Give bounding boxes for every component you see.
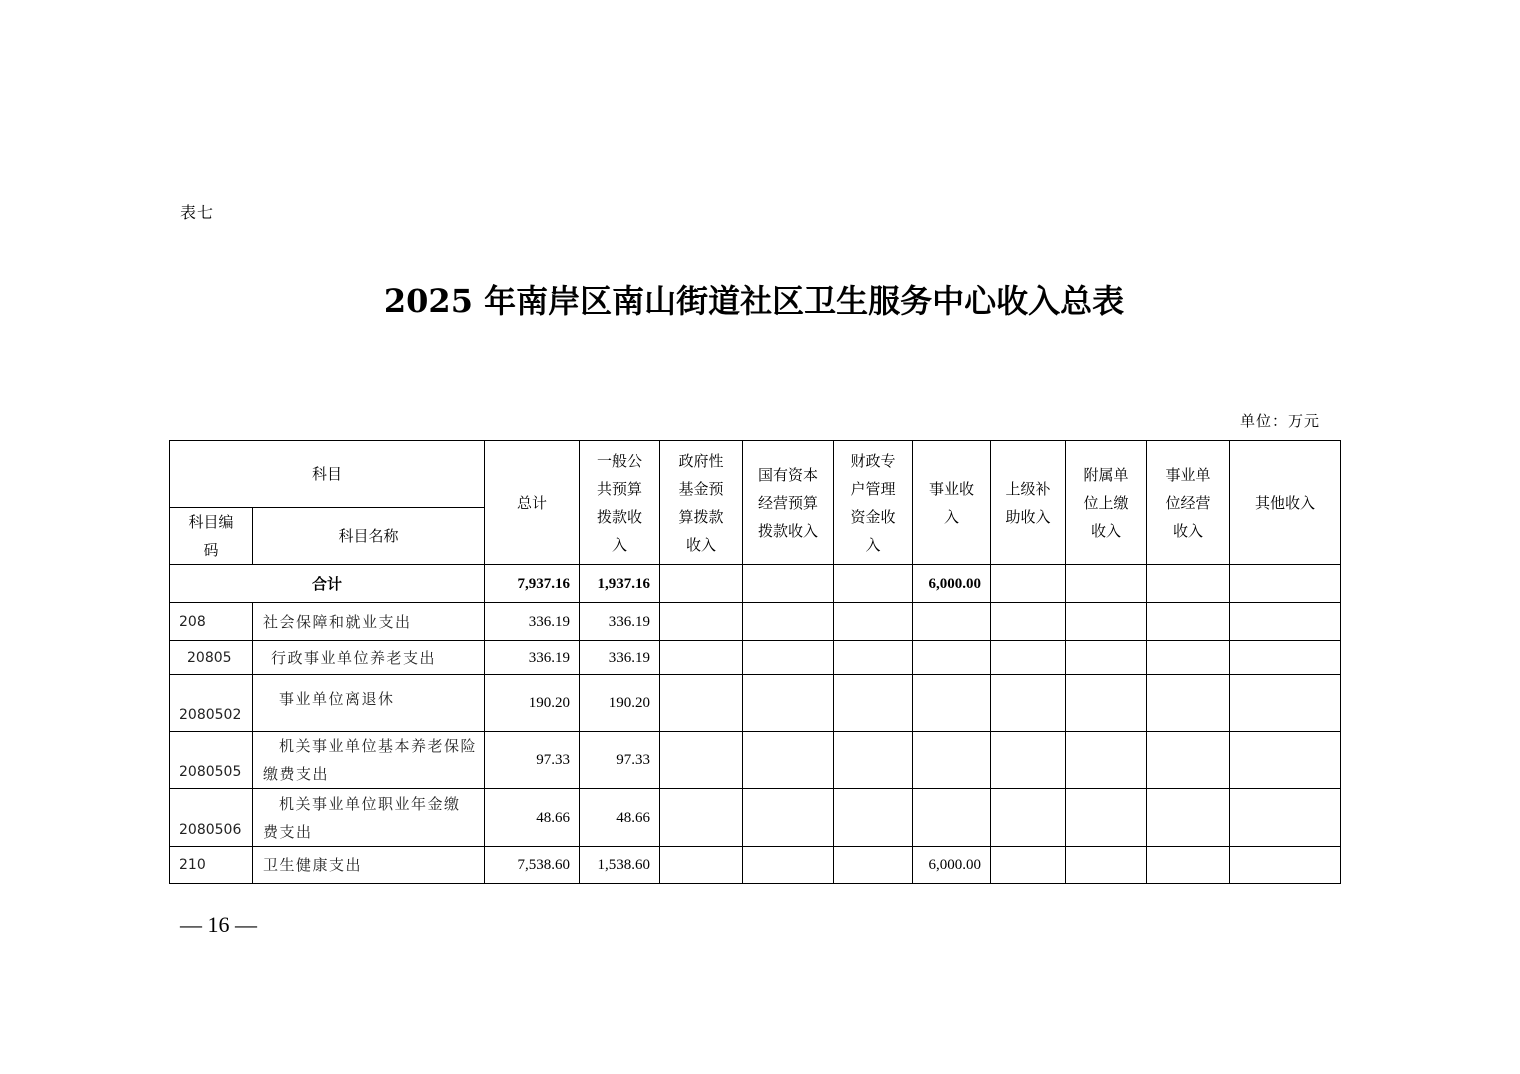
- unit-label: 单位：万元: [1240, 412, 1321, 430]
- row-name: 机关事业单位基本养老保险缴费支出: [253, 732, 485, 789]
- row-code: 2080505: [170, 732, 253, 789]
- row-name: 行政事业单位养老支出: [253, 641, 485, 675]
- header-subject-name: 科目名称: [253, 508, 485, 565]
- row-total: 7,538.60: [485, 847, 580, 884]
- header-other-income: 其他收入: [1230, 441, 1341, 565]
- header-business-income: 事业收入: [913, 441, 991, 565]
- row-business-income: [913, 603, 991, 641]
- total-business-income: 6,000.00: [913, 565, 991, 603]
- row-code: 2080502: [170, 675, 253, 732]
- total-general-budget: 1,937.16: [580, 565, 660, 603]
- row-code: 20805: [170, 641, 253, 675]
- table-row: [170, 641, 1341, 675]
- row-business-income: [913, 675, 991, 732]
- row-total: 97.33: [485, 732, 580, 789]
- header-affiliated-payment: 附属单位上缴收入: [1066, 441, 1147, 565]
- header-subject: 科目: [170, 441, 485, 508]
- row-business-income: [913, 641, 991, 675]
- row-business-income: 6,000.00: [913, 847, 991, 884]
- row-general-budget: 336.19: [580, 603, 660, 641]
- header-superior-subsidy: 上级补助收入: [991, 441, 1066, 565]
- table-label: 表七: [180, 203, 215, 222]
- row-total: 190.20: [485, 675, 580, 732]
- row-general-budget: 97.33: [580, 732, 660, 789]
- row-total: 336.19: [485, 641, 580, 675]
- table-row: [170, 732, 1341, 789]
- header-business-operation: 事业单位经营收入: [1147, 441, 1230, 565]
- table-row: [170, 603, 1341, 641]
- row-general-budget: 336.19: [580, 641, 660, 675]
- row-general-budget: 1,538.60: [580, 847, 660, 884]
- header-general-budget: 一般公共预算拨款收入: [580, 441, 660, 565]
- row-name: 卫生健康支出: [253, 847, 485, 884]
- table-row: [170, 675, 1341, 732]
- row-general-budget: 48.66: [580, 789, 660, 847]
- page-number: — 16 —: [180, 912, 257, 937]
- row-general-budget: 190.20: [580, 675, 660, 732]
- row-name: 事业单位离退休: [253, 675, 485, 732]
- income-summary-table: [169, 440, 1341, 884]
- total-total: 7,937.16: [485, 565, 580, 603]
- row-code: 210: [170, 847, 253, 884]
- row-name: 机关事业单位职业年金缴费支出: [253, 789, 485, 847]
- row-total: 48.66: [485, 789, 580, 847]
- total-row: [170, 565, 1341, 603]
- row-name: 社会保障和就业支出: [253, 603, 485, 641]
- header-fiscal-special: 财政专户管理资金收入: [834, 441, 913, 565]
- row-code: 2080506: [170, 789, 253, 847]
- total-label: 合计: [170, 565, 485, 603]
- table-row: [170, 789, 1341, 847]
- header-total: 总计: [485, 441, 580, 565]
- row-business-income: [913, 789, 991, 847]
- header-gov-fund: 政府性基金预算拨款收入: [660, 441, 743, 565]
- row-code: 208: [170, 603, 253, 641]
- header-state-capital: 国有资本经营预算拨款收入: [743, 441, 834, 565]
- header-subject-code: 科目编码: [170, 508, 253, 565]
- row-total: 336.19: [485, 603, 580, 641]
- row-business-income: [913, 732, 991, 789]
- table-row: [170, 847, 1341, 884]
- document-title: 2025 年南岸区南山街道社区卫生服务中心收入总表: [383, 282, 1125, 320]
